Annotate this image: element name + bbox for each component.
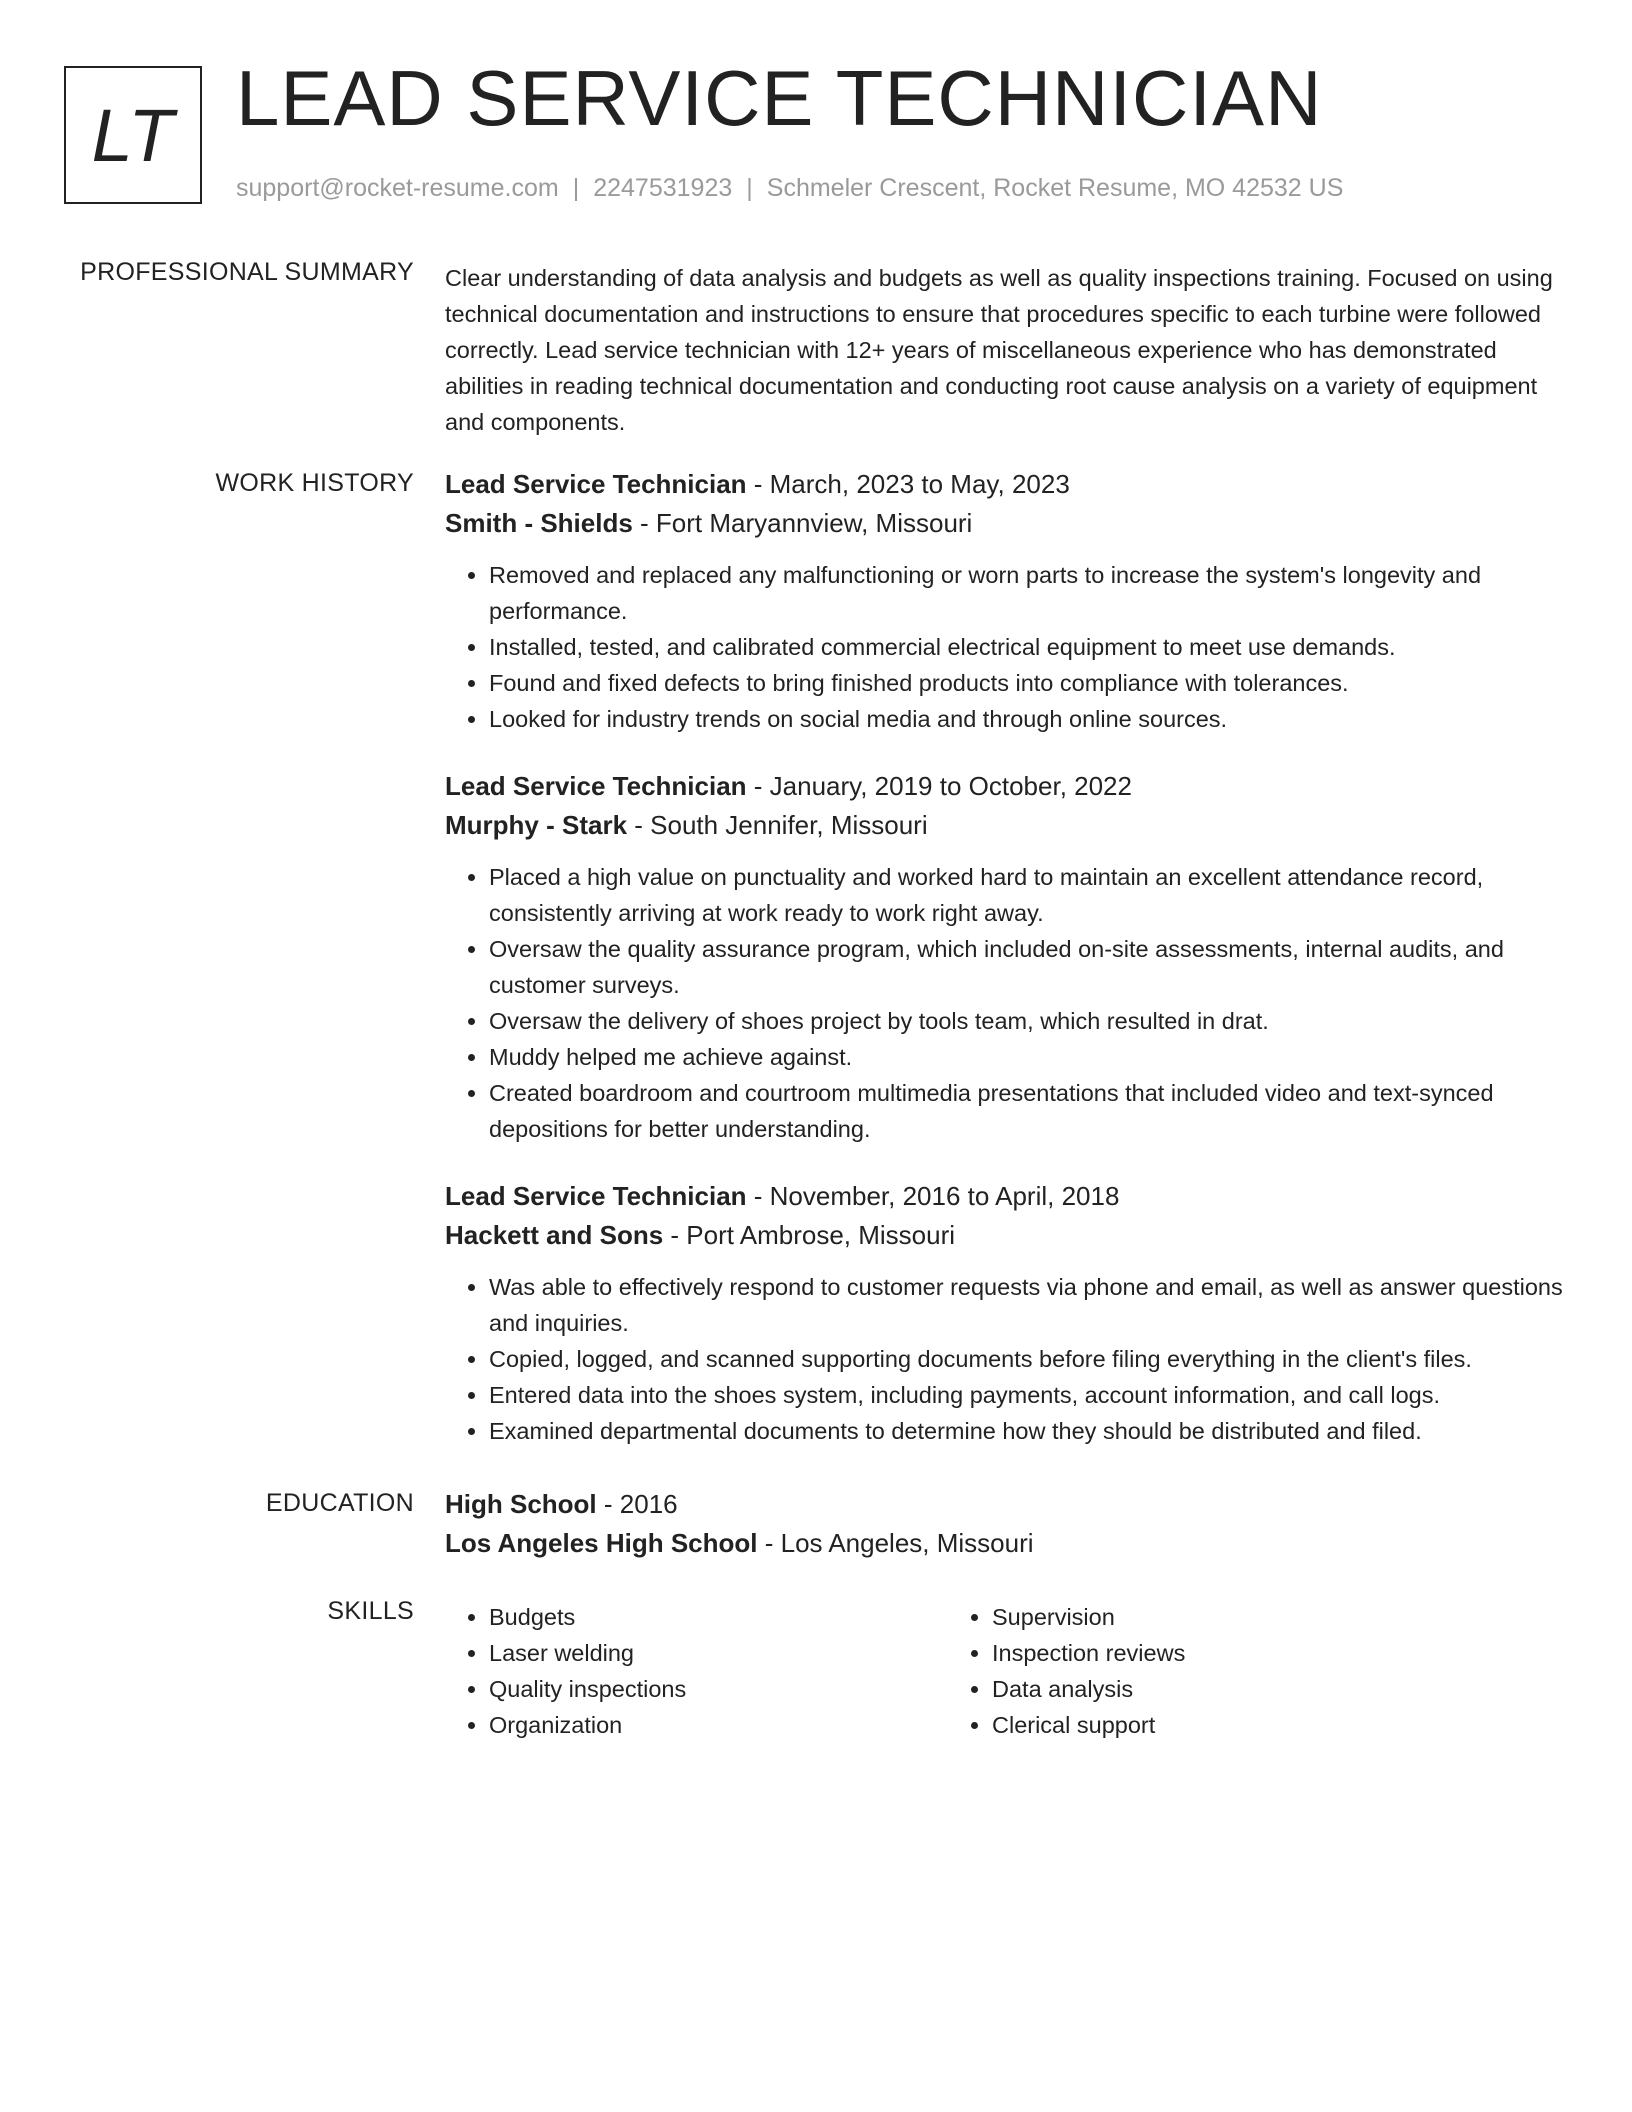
job-location: - South Jennifer, Missouri [627,810,928,840]
job-title: Lead Service Technician [445,771,747,801]
list-item: • Oversaw the quality assurance program, which included on-site assessments, internal audits, and customer surveys. [489,931,1565,1003]
job-company: Murphy - Stark [445,810,628,840]
job-location: - Fort Maryannview, Missouri [632,508,973,538]
list-item: • Examined departmental documents to determine how they should be distributed and filed. [489,1413,1565,1449]
job-bullets [445,557,1565,737]
skills-list-right [948,1599,1451,1743]
section-label-work-history: WORK HISTORY [215,469,414,497]
education-degree-line [445,1485,1565,1524]
education-year: - 2016 [596,1489,678,1519]
summary-body [445,260,1565,440]
skill-item: • Inspection reviews [992,1635,1451,1671]
job-company-line [445,1216,1565,1255]
skills-body [445,1599,1565,1743]
contact-address: Schmeler Crescent, Rocket Resume, MO 42532 US [766,174,1344,202]
contact-separator: | [572,174,580,202]
job-entry [445,767,1565,1147]
skill-item: • Organization [489,1707,948,1743]
skill-item: • Budgets [489,1599,948,1635]
skills-columns [445,1599,1565,1743]
education-body [445,1485,1565,1563]
job-company: Hackett and Sons [445,1220,664,1250]
summary-text: Clear understanding of data analysis and budgets as well as quality inspections training. Focused on using technical documentation and instructions to ensure that procedures specific to each turbine were followed correctly. Lead service technician with 12+ years of miscellaneous experience who has demonstrated abilities in reading technical documentation and conducting root cause analysis on a variety of equipment and components. [445,265,1553,435]
job-title-line [445,767,1565,806]
education-school: Los Angeles High School [445,1528,758,1558]
job-bullets [445,1269,1565,1449]
contact-email: support@rocket-resume.com [236,174,559,202]
monogram-logo: LT [64,66,202,204]
job-company-line [445,504,1565,543]
section-label-skills: SKILLS [327,1597,414,1625]
list-item: • Entered data into the shoes system, including payments, account information, and call logs. [489,1377,1565,1413]
list-item: • Copied, logged, and scanned supporting documents before filing everything in the client's files. [489,1341,1565,1377]
job-company-line [445,806,1565,845]
contact-phone: 2247531923 [593,174,733,202]
contact-separator: | [746,174,753,202]
job-location: - Port Ambrose, Missouri [663,1220,956,1250]
skills-list-left [445,1599,948,1743]
work-history-body [445,465,1565,1479]
job-company: Smith - Shields [445,508,633,538]
contact-line [236,174,1343,203]
list-item: • Placed a high value on punctuality and worked hard to maintain an excellent attendance record, consistently arriving at work ready to work right away. [489,859,1565,931]
job-title: Lead Service Technician [445,469,747,499]
section-label-education: EDUCATION [265,1489,414,1517]
job-title: Lead Service Technician [445,1181,747,1211]
job-dates: - March, 2023 to May, 2023 [746,469,1070,499]
resume-title: LEAD SERVICE TECHNICIAN [236,54,1323,142]
job-bullets [445,859,1565,1147]
skill-item: • Laser welding [489,1635,948,1671]
job-dates: - November, 2016 to April, 2018 [746,1181,1120,1211]
skill-item: • Quality inspections [489,1671,948,1707]
list-item: • Was able to effectively respond to customer requests via phone and email, as well as answer questions and inquiries. [489,1269,1565,1341]
job-entry [445,1177,1565,1449]
list-item: • Oversaw the delivery of shoes project by tools team, which resulted in drat. [489,1003,1565,1039]
list-item: • Removed and replaced any malfunctioning or worn parts to increase the system's longevity and performance. [489,557,1565,629]
job-dates: - January, 2019 to October, 2022 [746,771,1132,801]
skill-item: • Supervision [992,1599,1451,1635]
education-school-line [445,1524,1565,1563]
job-title-line [445,465,1565,504]
job-entry [445,465,1565,737]
list-item: • Looked for industry trends on social media and through online sources. [489,701,1565,737]
education-degree: High School [445,1489,597,1519]
education-location: - Los Angeles, Missouri [757,1528,1034,1558]
list-item: • Installed, tested, and calibrated commercial electrical equipment to meet use demands. [489,629,1565,665]
section-label-summary: PROFESSIONAL SUMMARY [80,258,414,286]
skill-item: • Clerical support [992,1707,1451,1743]
skill-item: • Data analysis [992,1671,1451,1707]
list-item: • Found and fixed defects to bring finished products into compliance with tolerances. [489,665,1565,701]
job-title-line [445,1177,1565,1216]
list-item: • Muddy helped me achieve against. [489,1039,1565,1075]
list-item: • Created boardroom and courtroom multimedia presentations that included video and text-synced depositions for better understanding. [489,1075,1565,1147]
